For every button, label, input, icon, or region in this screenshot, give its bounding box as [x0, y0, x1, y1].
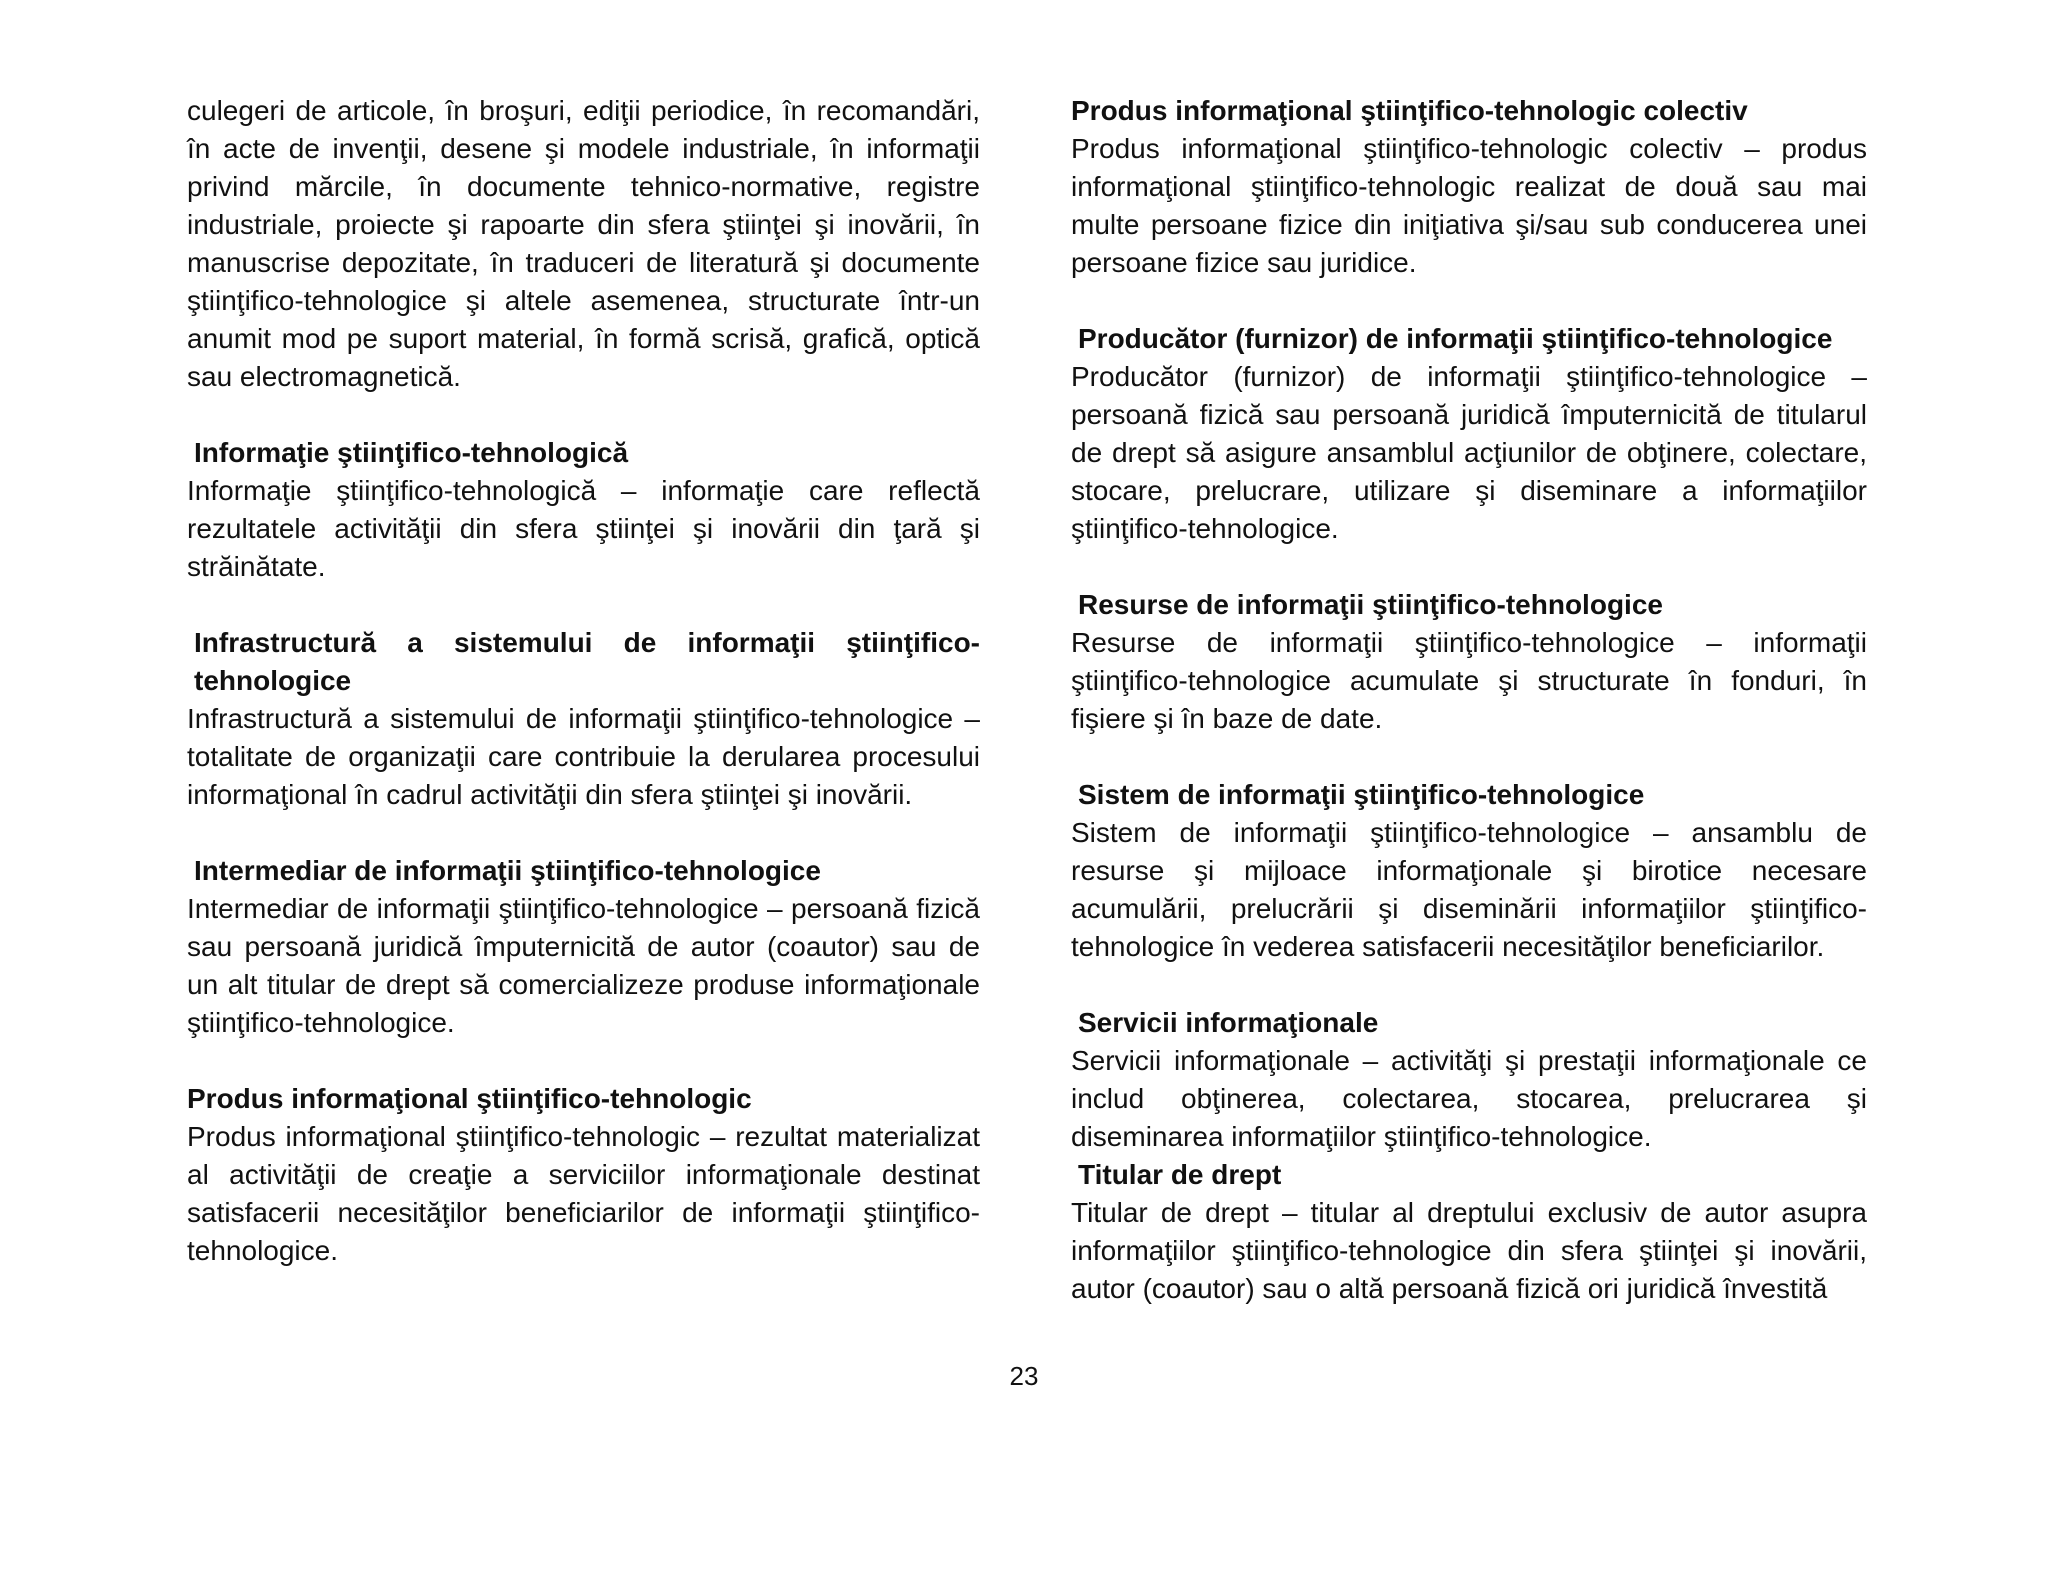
entry-definition: Sistem de informaţii ştiinţifico-tehnologice – ansamblu de resurse şi mijloace informaţionale şi birotice necesare acumulării, prelucrării şi diseminării informaţiilor ştiinţifico-tehnologice în vederea satisfacerii necesităţilor beneficiarilor.	[1071, 817, 1867, 962]
entry-term: Produs informaţional ştiinţifico-tehnologic	[187, 1083, 752, 1114]
left-column	[187, 92, 980, 1270]
entry-definition: Produs informaţional ştiinţifico-tehnologic colectiv – produs informaţional ştiinţifico-tehnologic realizat de două sau mai multe persoane fizice din iniţiativa şi/sau sub conducerea unei persoane fizice sau juridice.	[1071, 133, 1867, 278]
entry-term: Sistem de informaţii ştiinţifico-tehnologice	[1078, 779, 1645, 810]
glossary-entry	[1071, 320, 1867, 548]
right-column	[1071, 92, 1867, 1308]
entry-term: Servicii informaţionale	[1078, 1007, 1379, 1038]
page-number: 23	[1009, 1361, 1039, 1391]
glossary-entry	[187, 1080, 980, 1270]
glossary-entry	[1071, 586, 1867, 738]
glossary-entry	[187, 624, 980, 814]
entry-term: Infrastructură a sistemului de informaţii ştiinţifico-tehnologice	[194, 627, 980, 696]
paragraph-gap	[187, 396, 980, 434]
entry-definition: Producător (furnizor) de informaţii ştiinţifico-tehnologice – persoană fizică sau persoană juridică împuternicită de titularul de drept să asigure ansamblul acţiunilor de obţinere, colectare, stocare, prelucrare, utilizare şi diseminare a informaţiilor ştiinţifico-tehnologice.	[1071, 361, 1867, 544]
glossary-entry	[187, 852, 980, 1042]
entry-definition: Intermediar de informaţii ştiinţifico-tehnologice – persoană fizică sau persoană juridică împuternicită de autor (coautor) sau de un alt titular de drept să comercializeze produse informaţionale ştiinţifico-tehnologice.	[187, 893, 980, 1038]
entry-definition: Titular de drept – titular al dreptului exclusiv de autor asupra informaţiilor ştiinţifico-tehnologice din sfera ştiinţei şi inovării, autor (coautor) sau o altă persoană fizică ori juridică învestită	[1071, 1197, 1867, 1304]
entry-term: Titular de drept	[1078, 1159, 1282, 1190]
glossary-entry	[1071, 776, 1867, 966]
intro-paragraph: culegeri de articole, în broşuri, ediţii periodice, în recomandări, în acte de invenţii, desene şi modele industriale, în informaţii privind mărcile, în documente tehnico-normative, registre industriale, proiecte şi rapoarte din sfera ştiinţei şi inovării, în manuscrise depozitate, în traduceri de literatură şi documente ştiinţifico-tehnologice şi altele asemenea, structurate într-un anumit mod pe suport material, în formă scrisă, grafică, optică sau electromagnetică.	[187, 95, 980, 392]
entry-definition: Servicii informaţionale – activităţi şi prestaţii informaţionale ce includ obţinerea, colectarea, stocarea, prelucrarea şi diseminarea informaţiilor ştiinţifico-tehnologice.	[1071, 1045, 1867, 1152]
entry-definition: Infrastructură a sistemului de informaţii ştiinţifico-tehnologice – totalitate de organizaţii care contribuie la derularea procesului informaţional în cadrul activităţii din sfera ştiinţei şi inovării.	[187, 703, 980, 810]
entry-term: Intermediar de informaţii ştiinţifico-tehnologice	[194, 855, 821, 886]
glossary-entry	[1071, 1156, 1867, 1308]
entry-definition: Produs informaţional ştiinţifico-tehnologic – rezultat materializat al activităţii de creaţie a serviciilor informaţionale destinat satisfacerii necesităţilor beneficiarilor de informaţii ştiinţifico-tehnologice.	[187, 1121, 980, 1266]
glossary-entry	[187, 434, 980, 586]
entry-term: Produs informaţional ştiinţifico-tehnologic colectiv	[1071, 95, 1748, 126]
entry-term: Resurse de informaţii ştiinţifico-tehnologice	[1078, 589, 1663, 620]
glossary-entry	[1071, 92, 1867, 282]
entry-term: Producător (furnizor) de informaţii ştiinţifico-tehnologice	[1078, 323, 1833, 354]
entry-definition: Resurse de informaţii ştiinţifico-tehnologice – informaţii ştiinţifico-tehnologice acumulate şi structurate în fonduri, în fişiere şi în baze de date.	[1071, 627, 1867, 734]
entry-term: Informaţie ştiinţifico-tehnologică	[194, 437, 629, 468]
entry-definition: Informaţie ştiinţifico-tehnologică – informaţie care reflectă rezultatele activităţii din sfera ştiinţei şi inovării din ţară şi străinătate.	[187, 475, 980, 582]
glossary-entry	[1071, 1004, 1867, 1156]
